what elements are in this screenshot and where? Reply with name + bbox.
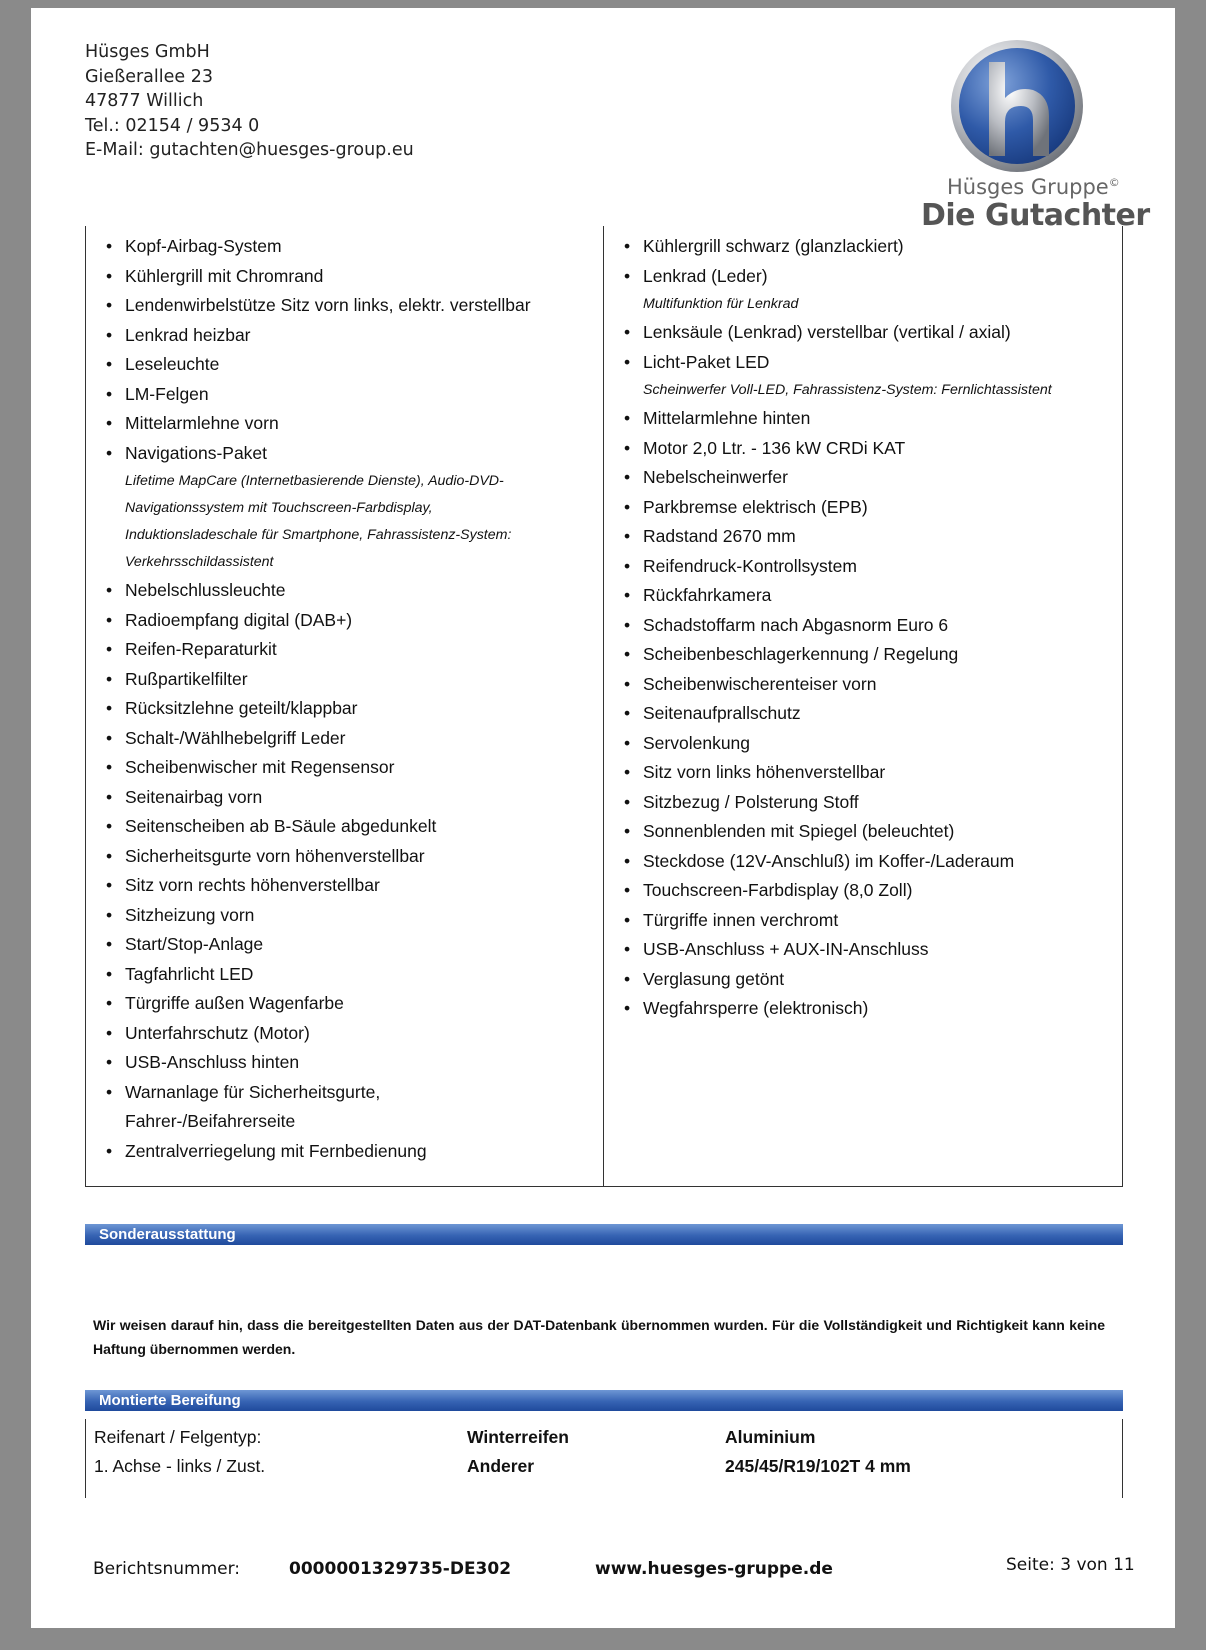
equipment-item-label: Rußpartikelfilter (125, 668, 248, 689)
equipment-item (624, 318, 1064, 348)
company-address (85, 40, 414, 163)
section-header-bereifung: Montierte Bereifung (85, 1390, 1123, 1411)
website-link[interactable]: www.huesges-gruppe.de (595, 1559, 833, 1579)
equipment-item (106, 1078, 546, 1137)
equipment-item (106, 665, 546, 695)
equipment-item (624, 640, 1064, 670)
equipment-item-label: Scheibenbeschlagerkennung / Regelung (643, 644, 959, 664)
equipment-item-label: USB-Anschluss hinten (125, 1052, 300, 1072)
equipment-item-detail: Scheinwerfer Voll-LED, Fahrassistenz-System: Fernlichtassistent (643, 382, 1052, 398)
equipment-item-label: Sitz vorn links höhenverstellbar (643, 762, 886, 782)
tires-row-value2: 245/45/R19/102T 4 mm (725, 1456, 911, 1476)
equipment-item (624, 232, 1064, 262)
equipment-item-label: Touchscreen-Farbdisplay (8,0 Zoll) (643, 880, 913, 900)
equipment-item (106, 694, 546, 724)
company-street: Gießerallee 23 (85, 66, 213, 87)
equipment-item-label: Servolenkung (643, 732, 751, 753)
disclaimer-text: Wir weisen darauf hin, dass die bereitgestellten Daten aus der DAT-Datenbank übernommen wurden. Für die Vollständigkeit und Richtigkeit kann keine Haftung übernommen werden. (93, 1317, 1105, 1357)
equipment-item (106, 439, 546, 577)
equipment-item-label: Lendenwirbelstütze Sitz vorn links, elektr. verstellbar (125, 295, 531, 315)
equipment-item-label: Sitzbezug / Polsterung Stoff (643, 791, 859, 812)
equipment-item-label: USB-Anschluss + AUX-IN-Anschluss (643, 939, 929, 959)
equipment-item-label: Türgriffe außen Wagenfarbe (125, 993, 344, 1013)
equipment-item-label: Seitenairbag vorn (125, 786, 263, 807)
tires-row-value1: Winterreifen (467, 1427, 569, 1447)
company-city: 47877 Willich (85, 91, 204, 111)
equipment-item-label: Lenkrad (Leder) (643, 265, 768, 286)
equipment-item (106, 576, 546, 606)
equipment-item-label: Motor 2,0 Ltr. - 136 kW CRDi KAT (643, 437, 906, 458)
section-header-sonderausstattung: Sonderausstattung (85, 1224, 1123, 1245)
equipment-item (106, 1048, 546, 1078)
document-page (31, 8, 1175, 1628)
equipment-item-label: Navigations-Paket (125, 442, 268, 463)
equipment-item (624, 670, 1064, 700)
company-phone: Tel.: 02154 / 9534 0 (85, 115, 260, 136)
equipment-item (624, 788, 1064, 818)
equipment-item-label: Warnanlage für Sicherheitsgurte, Fahrer-/Beifahrerseite (125, 1081, 381, 1131)
equipment-item (106, 606, 546, 636)
equipment-item (106, 1019, 546, 1049)
equipment-item-label: Seitenscheiben ab B-Säule abgedunkelt (125, 816, 437, 836)
equipment-item-detail: Lifetime MapCare (Internetbasierende Dienste), Audio-DVD-Navigationssystem mit Touchscreen-Farbdisplay, Induktionsladeschale für Smartphone, Fahrassistenz-System: Verkehrsschildassistent (125, 473, 512, 570)
equipment-item-label: Reifendruck-Kontrollsystem (643, 555, 857, 576)
equipment-item-label: Seitenaufprallschutz (643, 703, 801, 723)
report-number: 0000001329735-DE302 (289, 1559, 512, 1579)
equipment-item (106, 871, 546, 901)
equipment-item (624, 876, 1064, 906)
tires-row-value2: Aluminium (725, 1427, 816, 1447)
equipment-item (106, 783, 546, 813)
equipment-item-label: Wegfahrsperre (elektronisch) (643, 998, 869, 1018)
company-logo (921, 32, 1151, 232)
equipment-item (624, 404, 1064, 434)
column-divider (603, 226, 604, 1186)
equipment-item (624, 463, 1064, 493)
equipment-item (106, 262, 546, 292)
equipment-item-label: Verglasung getönt (643, 968, 785, 989)
equipment-item (106, 1137, 546, 1167)
equipment-item (106, 321, 546, 351)
equipment-item-label: Nebelscheinwerfer (643, 467, 788, 487)
equipment-item (106, 901, 546, 931)
tires-row-label: 1. Achse - links / Zust. (94, 1456, 266, 1476)
page-number: Seite: 3 von 11 (1006, 1555, 1135, 1575)
equipment-item (106, 409, 546, 439)
logo-h-icon (949, 38, 1085, 174)
equipment-item (106, 232, 546, 262)
equipment-item (624, 434, 1064, 464)
equipment-item-label: Rückfahrkamera (643, 585, 772, 605)
equipment-item-label: Zentralverriegelung mit Fernbedienung (125, 1140, 427, 1161)
equipment-item-label: Türgriffe innen verchromt (643, 909, 839, 930)
equipment-item (624, 262, 1064, 319)
equipment-item-label: Kühlergrill mit Chromrand (125, 265, 324, 286)
equipment-item (106, 635, 546, 665)
equipment-item-label: Radioempfang digital (DAB+) (125, 609, 353, 630)
equipment-item-label: Tagfahrlicht LED (125, 963, 254, 984)
equipment-item (624, 493, 1064, 523)
equipment-item-label: Sicherheitsgurte vorn höhenverstellbar (125, 845, 425, 866)
equipment-item-label: Kühlergrill schwarz (glanzlackiert) (643, 236, 904, 256)
tires-table (85, 1419, 1123, 1498)
equipment-list-left (106, 232, 546, 1166)
tires-row-label: Reifenart / Felgentyp: (94, 1427, 262, 1447)
equipment-item-label: Sitzheizung vorn (125, 904, 255, 925)
equipment-item-label: Sitz vorn rechts höhenverstellbar (125, 875, 380, 895)
equipment-item-label: Schalt-/Wählhebelgriff Leder (125, 727, 346, 748)
equipment-item-label: Lenksäule (Lenkrad) verstellbar (vertikal / axial) (643, 322, 1011, 342)
equipment-item-label: Radstand 2670 mm (643, 526, 796, 546)
equipment-item (624, 348, 1064, 405)
equipment-item (624, 611, 1064, 641)
report-number-label: Berichtsnummer: (93, 1559, 241, 1579)
equipment-item-label: Start/Stop-Anlage (125, 934, 264, 954)
equipment-item-label: Scheibenwischerenteiser vorn (643, 673, 877, 694)
company-name: Hüsges GmbH (85, 42, 210, 62)
equipment-item (106, 960, 546, 990)
equipment-item-detail: Multifunktion für Lenkrad (643, 296, 799, 312)
equipment-item (106, 753, 546, 783)
equipment-item-label: Unterfahrschutz (Motor) (125, 1022, 310, 1043)
equipment-item-label: Reifen-Reparaturkit (125, 639, 277, 659)
equipment-item-label: Parkbremse elektrisch (EPB) (643, 496, 868, 517)
equipment-item-label: Leseleuchte (125, 354, 220, 374)
equipment-item (106, 812, 546, 842)
company-email: E-Mail: gutachten@huesges-group.eu (85, 140, 414, 160)
equipment-item (106, 842, 546, 872)
equipment-item (624, 699, 1064, 729)
equipment-item (624, 758, 1064, 788)
equipment-item-label: Lenkrad heizbar (125, 324, 251, 345)
equipment-item-label: Mittelarmlehne hinten (643, 408, 811, 428)
equipment-item-label: Kopf-Airbag-System (125, 236, 282, 256)
equipment-item (624, 552, 1064, 582)
equipment-item (106, 930, 546, 960)
equipment-item (106, 350, 546, 380)
equipment-item-label: Sonnenblenden mit Spiegel (beleuchtet) (643, 821, 955, 841)
equipment-item (624, 935, 1064, 965)
tires-row-value1: Anderer (467, 1456, 535, 1476)
equipment-item (624, 729, 1064, 759)
equipment-item (106, 291, 546, 321)
equipment-item (624, 994, 1064, 1024)
equipment-item-label: Nebelschlussleuchte (125, 580, 286, 600)
equipment-item (624, 906, 1064, 936)
equipment-item-label: Steckdose (12V-Anschluß) im Koffer-/Laderaum (643, 850, 1015, 871)
equipment-item (624, 581, 1064, 611)
equipment-item (624, 847, 1064, 877)
equipment-item (106, 724, 546, 754)
equipment-item (624, 817, 1064, 847)
equipment-item-label: Scheibenwischer mit Regensensor (125, 757, 395, 777)
equipment-list-right (624, 232, 1064, 1024)
equipment-item-label: Licht-Paket LED (643, 351, 770, 372)
logo-gruppe-text: Hüsges Gruppe© (947, 175, 1120, 199)
equipment-item-label: Rücksitzlehne geteilt/klappbar (125, 698, 358, 718)
equipment-item-label: Schadstoffarm nach Abgasnorm Euro 6 (643, 614, 949, 635)
logo-tagline: Die Gutachter (921, 198, 1150, 233)
equipment-item-label: Mittelarmlehne vorn (125, 413, 279, 433)
equipment-item (624, 522, 1064, 552)
equipment-item (624, 965, 1064, 995)
equipment-item-label: LM-Felgen (125, 383, 209, 404)
equipment-item (106, 989, 546, 1019)
equipment-item (106, 380, 546, 410)
